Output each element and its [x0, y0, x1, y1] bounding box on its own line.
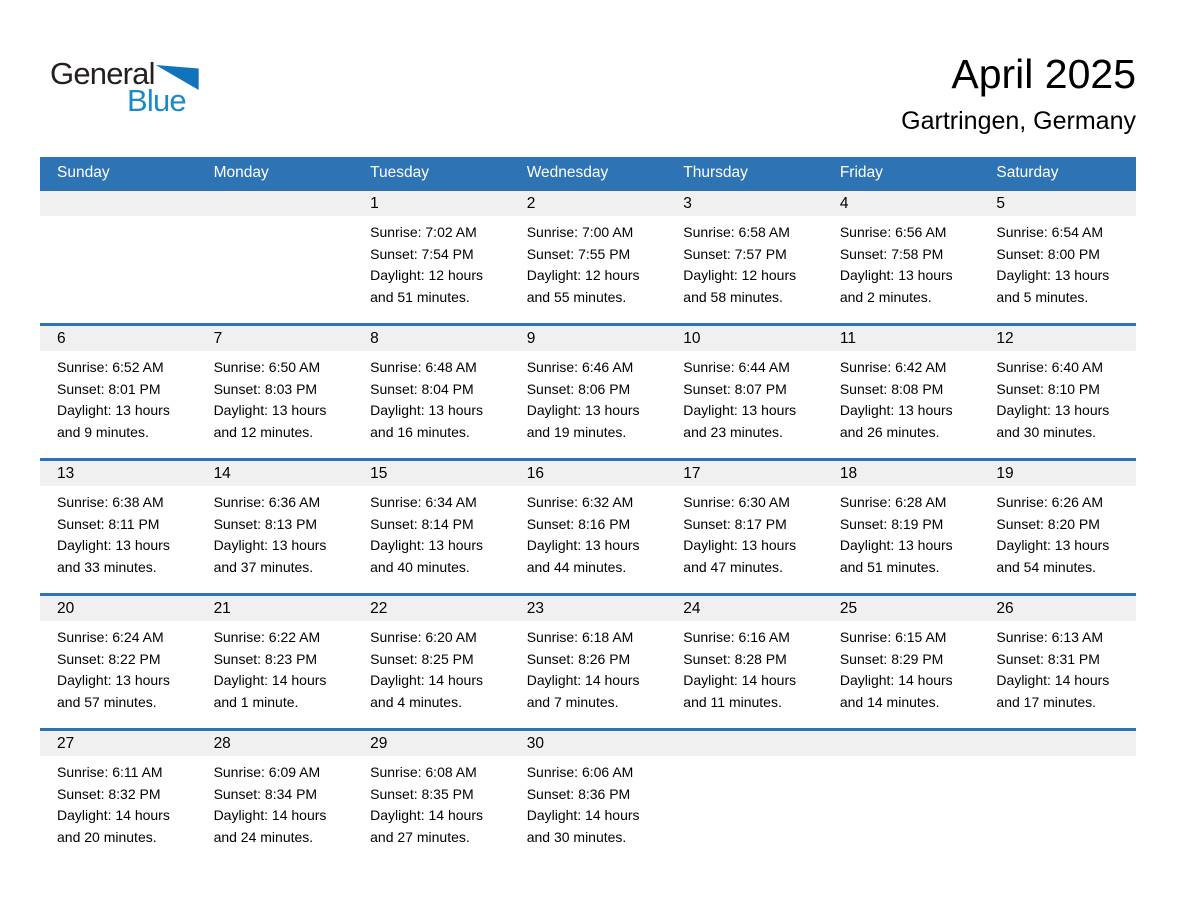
day-info — [510, 216, 667, 308]
day-number: 7 — [213, 329, 223, 347]
calendar-empty-cell — [979, 731, 1136, 863]
day-number: 3 — [683, 194, 692, 212]
sunrise-text: Sunrise: 6:56 AM — [839, 224, 947, 240]
day-number-band — [510, 191, 667, 216]
weekday-label-saturday: Saturday — [996, 163, 1059, 181]
daylight-text-line1: Daylight: 13 hours — [213, 537, 327, 553]
sunrise-text: Sunrise: 6:18 AM — [526, 629, 634, 645]
daylight-text-line1: Daylight: 13 hours — [370, 537, 483, 553]
daylight-text-line2: and 30 minutes. — [996, 423, 1097, 440]
day-info — [353, 756, 510, 848]
daylight-text-line1: Daylight: 14 hours — [213, 807, 327, 823]
day-number-band — [353, 461, 510, 486]
sunset-text: Sunset: 8:11 PM — [57, 515, 160, 532]
day-number-band — [666, 596, 823, 621]
day-info — [666, 621, 823, 713]
day-number: 19 — [996, 464, 1014, 482]
day-number-band — [40, 461, 197, 486]
day-number: 25 — [839, 599, 858, 617]
week-row — [40, 728, 1136, 863]
sunrise-text: Sunrise: 6:32 AM — [526, 494, 634, 510]
sunrise-text: Sunrise: 6:54 AM — [996, 224, 1104, 240]
daylight-text-line2: and 16 minutes. — [370, 423, 470, 440]
calendar-day-cell — [40, 326, 197, 458]
sunset-text: Sunset: 8:22 PM — [57, 650, 161, 667]
day-info — [353, 216, 510, 308]
day-number-band — [666, 326, 823, 351]
sunset-text: Sunset: 8:00 PM — [996, 245, 1100, 262]
day-number: 14 — [213, 464, 231, 482]
calendar-day-cell — [510, 191, 667, 323]
daylight-text-line1: Daylight: 13 hours — [370, 402, 483, 418]
day-number-band — [510, 731, 667, 756]
day-number: 5 — [996, 194, 1006, 212]
day-info — [40, 351, 197, 443]
sunset-text: Sunset: 8:35 PM — [370, 785, 474, 802]
day-number-band — [979, 191, 1136, 216]
weekday-label-sunday: Sunday — [57, 163, 110, 181]
daylight-text-line2: and 7 minutes. — [526, 693, 619, 710]
sunset-text: Sunset: 8:25 PM — [370, 650, 474, 667]
calendar-day-cell — [979, 326, 1136, 458]
sunrise-text: Sunrise: 6:42 AM — [839, 359, 947, 375]
calendar-empty-cell — [197, 191, 354, 323]
daylight-text-line2: and 23 minutes. — [683, 423, 783, 440]
day-info — [353, 621, 510, 713]
daylight-text-line2: and 51 minutes. — [839, 558, 940, 575]
day-number: 20 — [57, 599, 75, 617]
calendar-day-cell — [823, 326, 980, 458]
sunrise-text: Sunrise: 6:38 AM — [57, 494, 164, 510]
daylight-text-line2: and 30 minutes. — [526, 828, 627, 845]
sunset-text: Sunset: 8:06 PM — [526, 380, 631, 397]
calendar-day-cell — [197, 731, 354, 863]
day-number-band — [979, 596, 1136, 621]
daylight-text-line2: and 14 minutes. — [839, 693, 940, 710]
calendar-day-cell — [197, 596, 354, 728]
day-info — [197, 756, 354, 848]
daylight-text-line2: and 33 minutes. — [57, 558, 157, 575]
daylight-text-line1: Daylight: 13 hours — [839, 537, 953, 553]
day-number: 27 — [57, 734, 75, 752]
sunrise-text: Sunrise: 6:34 AM — [370, 494, 477, 510]
daylight-text-line2: and 12 minutes. — [213, 423, 314, 440]
day-number-band — [823, 596, 980, 621]
logo-text-general: General — [50, 56, 155, 91]
day-number-band — [666, 191, 823, 216]
day-number: 21 — [213, 599, 231, 617]
sunrise-text: Sunrise: 7:02 AM — [370, 224, 477, 240]
day-info — [510, 351, 667, 443]
sunset-text: Sunset: 7:54 PM — [370, 245, 474, 262]
sunrise-text: Sunrise: 6:22 AM — [213, 629, 321, 645]
daylight-text-line1: Daylight: 12 hours — [526, 267, 640, 283]
day-info — [979, 486, 1136, 578]
sunset-text: Sunset: 8:32 PM — [57, 785, 161, 802]
daylight-text-line1: Daylight: 14 hours — [57, 807, 170, 823]
daylight-text-line1: Daylight: 14 hours — [526, 672, 640, 688]
sunset-text: Sunset: 8:04 PM — [370, 380, 474, 397]
day-info — [510, 621, 667, 713]
sunset-text: Sunset: 8:31 PM — [996, 650, 1100, 667]
calendar-day-cell — [353, 596, 510, 728]
daylight-text-line1: Daylight: 13 hours — [996, 267, 1110, 283]
day-number-band — [823, 461, 980, 486]
day-number-band — [40, 596, 197, 621]
day-number-band — [353, 191, 510, 216]
day-info — [823, 621, 980, 713]
day-number: 6 — [57, 329, 66, 347]
calendar-day-cell — [40, 461, 197, 593]
weekday-label-thursday: Thursday — [683, 163, 748, 181]
day-info — [40, 756, 197, 848]
sunrise-text: Sunrise: 6:48 AM — [370, 359, 477, 375]
daylight-text-line1: Daylight: 14 hours — [839, 672, 953, 688]
calendar-empty-cell — [40, 191, 197, 323]
sunset-text: Sunset: 8:23 PM — [213, 650, 318, 667]
day-number: 17 — [683, 464, 701, 482]
sunrise-text: Sunrise: 6:58 AM — [683, 224, 790, 240]
day-number: 15 — [370, 464, 388, 482]
sunrise-text: Sunrise: 6:40 AM — [996, 359, 1104, 375]
day-number: 18 — [839, 464, 858, 482]
daylight-text-line2: and 51 minutes. — [370, 288, 470, 305]
day-number-band — [197, 191, 354, 216]
logo-text-blue: Blue — [127, 83, 186, 118]
daylight-text-line1: Daylight: 13 hours — [839, 402, 953, 418]
daylight-text-line2: and 58 minutes. — [683, 288, 783, 305]
calendar-day-cell — [353, 326, 510, 458]
day-number-band — [197, 596, 354, 621]
daylight-text-line2: and 54 minutes. — [996, 558, 1097, 575]
day-info — [510, 756, 667, 848]
daylight-text-line1: Daylight: 13 hours — [683, 402, 797, 418]
sunset-text: Sunset: 8:28 PM — [683, 650, 787, 667]
sunset-text: Sunset: 8:20 PM — [996, 515, 1100, 532]
day-number: 12 — [996, 329, 1014, 347]
sunset-text: Sunset: 7:57 PM — [683, 245, 787, 262]
day-info — [666, 486, 823, 578]
daylight-text-line2: and 19 minutes. — [526, 423, 627, 440]
sunrise-text: Sunrise: 6:06 AM — [526, 764, 634, 780]
daylight-text-line1: Daylight: 12 hours — [683, 267, 797, 283]
sunset-text: Sunset: 8:17 PM — [683, 515, 787, 532]
day-number-band — [197, 461, 354, 486]
daylight-text-line2: and 44 minutes. — [526, 558, 627, 575]
day-number-band — [823, 191, 980, 216]
day-number-band — [979, 326, 1136, 351]
calendar-empty-cell — [666, 731, 823, 863]
sunrise-text: Sunrise: 6:30 AM — [683, 494, 790, 510]
sunset-text: Sunset: 8:03 PM — [213, 380, 318, 397]
day-number: 26 — [996, 599, 1014, 617]
sunrise-text: Sunrise: 6:26 AM — [996, 494, 1104, 510]
sunset-text: Sunset: 8:14 PM — [370, 515, 474, 532]
day-number-band — [510, 596, 667, 621]
sunset-text: Sunset: 8:13 PM — [213, 515, 318, 532]
day-number: 22 — [370, 599, 388, 617]
day-number: 16 — [526, 464, 544, 482]
day-info — [823, 216, 980, 308]
sunset-text: Sunset: 8:08 PM — [839, 380, 944, 397]
calendar-day-cell — [666, 596, 823, 728]
sunrise-text: Sunrise: 6:46 AM — [526, 359, 634, 375]
sunset-text: Sunset: 7:55 PM — [526, 245, 631, 262]
week-row — [40, 323, 1136, 458]
daylight-text-line2: and 11 minutes. — [683, 693, 782, 710]
weekday-label-monday: Monday — [213, 163, 269, 181]
calendar-body — [40, 188, 1136, 863]
sunset-text: Sunset: 8:10 PM — [996, 380, 1100, 397]
daylight-text-line2: and 24 minutes. — [213, 828, 314, 845]
daylight-text-line2: and 37 minutes. — [213, 558, 314, 575]
day-number: 29 — [370, 734, 388, 752]
day-number: 11 — [839, 329, 856, 347]
calendar-day-cell — [979, 191, 1136, 323]
day-number-band — [197, 326, 354, 351]
sunset-text: Sunset: 8:01 PM — [57, 380, 161, 397]
calendar-day-cell — [510, 461, 667, 593]
sunrise-text: Sunrise: 6:24 AM — [57, 629, 164, 645]
calendar-day-cell — [979, 596, 1136, 728]
week-row — [40, 593, 1136, 728]
day-info — [197, 486, 354, 578]
calendar-empty-cell — [823, 731, 980, 863]
day-info — [666, 216, 823, 308]
weekday-label-wednesday: Wednesday — [526, 163, 609, 181]
calendar-day-cell — [823, 461, 980, 593]
sunset-text: Sunset: 8:26 PM — [526, 650, 631, 667]
daylight-text-line2: and 55 minutes. — [526, 288, 627, 305]
calendar-day-cell — [40, 731, 197, 863]
daylight-text-line2: and 9 minutes. — [57, 423, 149, 440]
sunset-text: Sunset: 8:34 PM — [213, 785, 318, 802]
day-number-band — [979, 731, 1136, 756]
day-number-band — [823, 731, 980, 756]
day-number: 1 — [370, 194, 379, 212]
day-number-band — [40, 191, 197, 216]
sunrise-text: Sunrise: 6:11 AM — [57, 764, 163, 780]
day-number: 13 — [57, 464, 75, 482]
day-info — [666, 351, 823, 443]
daylight-text-line1: Daylight: 13 hours — [213, 402, 327, 418]
daylight-text-line1: Daylight: 13 hours — [526, 537, 640, 553]
day-number-band — [510, 461, 667, 486]
week-row — [40, 458, 1136, 593]
daylight-text-line1: Daylight: 14 hours — [996, 672, 1110, 688]
day-info — [40, 486, 197, 578]
day-number: 23 — [526, 599, 544, 617]
day-number: 30 — [526, 734, 544, 752]
sunset-text: Sunset: 8:29 PM — [839, 650, 944, 667]
weekday-label-tuesday: Tuesday — [370, 163, 430, 181]
calendar-day-cell — [197, 326, 354, 458]
day-info — [197, 351, 354, 443]
sunrise-text: Sunrise: 7:00 AM — [526, 224, 634, 240]
calendar-day-cell — [353, 731, 510, 863]
day-info — [979, 621, 1136, 713]
sunrise-text: Sunrise: 6:52 AM — [57, 359, 164, 375]
day-info — [510, 486, 667, 578]
day-number-band — [353, 731, 510, 756]
calendar-day-cell — [666, 461, 823, 593]
calendar-day-cell — [666, 191, 823, 323]
sunrise-text: Sunrise: 6:08 AM — [370, 764, 477, 780]
sunset-text: Sunset: 8:19 PM — [839, 515, 944, 532]
daylight-text-line1: Daylight: 14 hours — [683, 672, 797, 688]
daylight-text-line2: and 1 minute. — [213, 693, 299, 710]
day-number-band — [40, 731, 197, 756]
daylight-text-line1: Daylight: 13 hours — [57, 537, 170, 553]
day-info — [823, 351, 980, 443]
week-row — [40, 188, 1136, 323]
daylight-text-line2: and 17 minutes. — [996, 693, 1097, 710]
calendar-day-cell — [353, 461, 510, 593]
daylight-text-line2: and 40 minutes. — [370, 558, 470, 575]
calendar-day-cell — [510, 326, 667, 458]
daylight-text-line1: Daylight: 14 hours — [370, 672, 483, 688]
day-number-band — [666, 731, 823, 756]
daylight-text-line1: Daylight: 14 hours — [526, 807, 640, 823]
day-info — [197, 621, 354, 713]
daylight-text-line1: Daylight: 13 hours — [526, 402, 640, 418]
day-info — [353, 351, 510, 443]
sunrise-text: Sunrise: 6:09 AM — [213, 764, 321, 780]
month-title: April 2025 — [951, 51, 1136, 97]
sunrise-text: Sunrise: 6:13 AM — [996, 629, 1104, 645]
day-number-band — [823, 326, 980, 351]
daylight-text-line2: and 4 minutes. — [370, 693, 462, 710]
day-number-band — [510, 326, 667, 351]
general-blue-logo — [50, 58, 199, 116]
calendar-day-cell — [353, 191, 510, 323]
day-number-band — [353, 596, 510, 621]
daylight-text-line2: and 47 minutes. — [683, 558, 783, 575]
daylight-text-line1: Daylight: 13 hours — [996, 402, 1110, 418]
day-info — [979, 351, 1136, 443]
day-number-band — [197, 731, 354, 756]
calendar-table — [40, 157, 1136, 863]
calendar-day-cell — [979, 461, 1136, 593]
sunrise-text: Sunrise: 6:50 AM — [213, 359, 321, 375]
daylight-text-line1: Daylight: 13 hours — [996, 537, 1110, 553]
day-info — [353, 486, 510, 578]
daylight-text-line1: Daylight: 13 hours — [839, 267, 953, 283]
sunset-text: Sunset: 7:58 PM — [839, 245, 944, 262]
day-number-band — [40, 326, 197, 351]
day-number: 10 — [683, 329, 701, 347]
sunset-text: Sunset: 8:36 PM — [526, 785, 631, 802]
day-info — [40, 621, 197, 713]
day-number-band — [666, 461, 823, 486]
day-number: 24 — [683, 599, 701, 617]
location-subtitle: Gartringen, Germany — [901, 107, 1136, 135]
daylight-text-line2: and 27 minutes. — [370, 828, 470, 845]
calendar-day-cell — [666, 326, 823, 458]
sunset-text: Sunset: 8:16 PM — [526, 515, 631, 532]
sunrise-text: Sunrise: 6:28 AM — [839, 494, 947, 510]
weekday-label-friday: Friday — [839, 163, 883, 181]
day-number: 9 — [526, 329, 536, 347]
day-info — [979, 216, 1136, 308]
day-number: 28 — [213, 734, 231, 752]
calendar-day-cell — [823, 191, 980, 323]
day-number: 8 — [370, 329, 379, 347]
day-info — [823, 486, 980, 578]
calendar-day-cell — [823, 596, 980, 728]
day-number: 4 — [839, 194, 849, 212]
day-number: 2 — [526, 194, 536, 212]
weekday-header-row — [40, 157, 1136, 188]
daylight-text-line2: and 26 minutes. — [839, 423, 940, 440]
daylight-text-line1: Daylight: 14 hours — [370, 807, 483, 823]
daylight-text-line2: and 5 minutes. — [996, 288, 1089, 305]
title-block — [901, 50, 1136, 136]
calendar-day-cell — [510, 596, 667, 728]
daylight-text-line1: Daylight: 13 hours — [57, 672, 170, 688]
daylight-text-line1: Daylight: 13 hours — [683, 537, 797, 553]
sunrise-text: Sunrise: 6:16 AM — [683, 629, 790, 645]
sunset-text: Sunset: 8:07 PM — [683, 380, 787, 397]
calendar-day-cell — [197, 461, 354, 593]
sunrise-text: Sunrise: 6:15 AM — [839, 629, 947, 645]
calendar-day-cell — [40, 596, 197, 728]
daylight-text-line2: and 57 minutes. — [57, 693, 157, 710]
sunrise-text: Sunrise: 6:20 AM — [370, 629, 477, 645]
daylight-text-line2: and 20 minutes. — [57, 828, 157, 845]
daylight-text-line1: Daylight: 13 hours — [57, 402, 170, 418]
daylight-text-line2: and 2 minutes. — [839, 288, 932, 305]
calendar-day-cell — [510, 731, 667, 863]
sunrise-text: Sunrise: 6:36 AM — [213, 494, 321, 510]
daylight-text-line1: Daylight: 12 hours — [370, 267, 483, 283]
day-number-band — [353, 326, 510, 351]
day-number-band — [979, 461, 1136, 486]
daylight-text-line1: Daylight: 14 hours — [213, 672, 327, 688]
sunrise-text: Sunrise: 6:44 AM — [683, 359, 790, 375]
